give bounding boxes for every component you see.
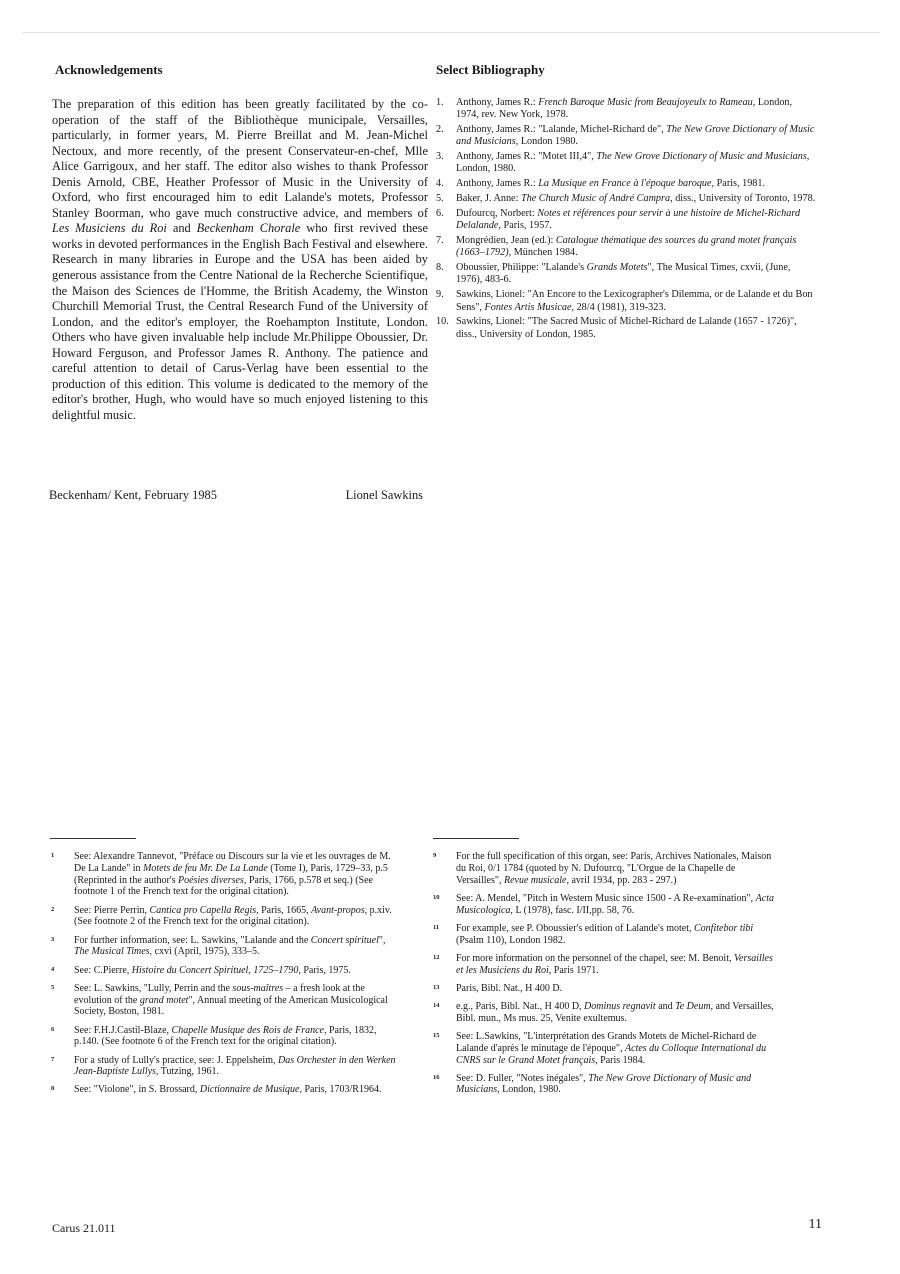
- footnote-text: London, 1980.: [499, 1084, 561, 1096]
- acknowledgements-heading: Acknowledgements: [55, 62, 163, 77]
- footnote-text: p.xiv. (See footnote 2 of the French text for the original citation).: [74, 904, 392, 928]
- item-text: Sawkins, Lionel: "The Sacred Music of Michel-Richard de Lalande (1657 - 1726)", diss., University of London, 1985.: [456, 316, 797, 340]
- footnote: [433, 983, 778, 995]
- footnote-title: Motets de feu Mr. De La Lande: [143, 862, 268, 874]
- footnote: [51, 1025, 396, 1049]
- footnote: [51, 1055, 396, 1079]
- bibliography-item: [436, 97, 816, 121]
- footnote: [51, 983, 396, 1018]
- bibliography-list: [436, 97, 816, 344]
- item-text: Oboussier, Philippe: "Lalande's: [456, 262, 587, 274]
- footnotes-left: [51, 851, 396, 1103]
- footnote-text: – a fresh look at the evolution of the: [74, 982, 365, 1006]
- item-text: ", The Musical Times, cxvii, (June, 1976), 483-6.: [456, 262, 791, 286]
- footnote-title: sous-maîtres: [232, 982, 284, 994]
- footnote-number: 9: [433, 852, 437, 859]
- footnote-title: Das Orchester in den Werken Jean-Baptiste Lullys,: [74, 1054, 396, 1078]
- item-title: Grands Motets: [586, 262, 648, 274]
- bibliography-item: [436, 193, 816, 205]
- footnote-number: 16: [433, 1073, 440, 1081]
- item-number: 2.: [436, 124, 444, 136]
- ack-text-segment: The preparation of this edition has been greatly facilitated by the co-operation of the staff of the Bibliothèque municipale, Versailles, particularly, in former years, M. Pierre Breillat and M. Jean-Michel Nectoux, and more recently, of the present Conservateur-en-chef, Mlle Alice Garrigoux, and her staff. The editor also wishes to thank Professor Denis Arnold, CBE, Heather Professor of Music in the University of Oxford, who first encouraged him to edit Lalande's motets, Professor Stanley Boorman, who gave much constructive advice, and members of: [52, 97, 428, 220]
- footnote-title: Te Deum,: [675, 1000, 714, 1012]
- page-number: 11: [808, 1217, 822, 1232]
- footnote-title: Acta Musicologica,: [456, 892, 774, 916]
- bibliography-item: [436, 289, 816, 313]
- item-number: 8.: [436, 262, 444, 274]
- footnote-title: Histoire du Concert Spirituel, 1725–1790,: [131, 964, 301, 976]
- footnote-text: Paris, 1975.: [300, 964, 351, 976]
- item-number: 4.: [436, 178, 444, 190]
- footnote: [51, 905, 396, 929]
- footnote-number: 14: [433, 1001, 440, 1009]
- footnote-title: Dictionnaire de Musique,: [199, 1084, 302, 1096]
- item-text: London, 1980.: [456, 163, 516, 175]
- acknowledgements-text: [52, 97, 428, 423]
- footnote-text: For the full specification of this organ, see: Paris, Archives Nationales, Maison du Roi, 0/1 1784 (quoted by N. Dufourcq, "L'Orgue de la Chapelle de Versailles",: [456, 851, 772, 886]
- item-number: 1.: [436, 97, 444, 108]
- bibliography-item: [436, 208, 816, 232]
- item-text: Dufourcq, Norbert:: [456, 208, 538, 220]
- footnotes-right: [433, 851, 778, 1103]
- item-text: Baker, J. Anne:: [456, 193, 521, 205]
- bibliography-item: [436, 151, 816, 175]
- bibliography-item: [436, 124, 816, 148]
- footnote-text: and Versailles, Bibl. mun., Ms mus. 25, Venite exultemus.: [456, 1000, 774, 1024]
- footnote-text: avril 1934, pp. 283 - 297.): [568, 874, 677, 886]
- item-title: The New Grove Dictionary of Music and Musicians,: [456, 124, 815, 148]
- footnote-text: ", Annual meeting of the American Musicological Society, Boston, 1981.: [74, 994, 388, 1018]
- item-text: London 1980.: [518, 136, 578, 148]
- footnote-text: See: Pierre Perrin,: [74, 904, 150, 916]
- bibliography-item: [436, 235, 816, 259]
- footnote-title: Dominus regnavit: [584, 1000, 656, 1012]
- item-title: The Church Music of André Campra,: [520, 193, 673, 205]
- item-text: Anthony, James R.: "Lalande, Michel-Richard de",: [456, 124, 667, 136]
- ack-text-italic: Beckenham Chorale: [196, 221, 301, 236]
- item-text: Mongrédien, Jean (ed.):: [456, 235, 556, 247]
- item-text: Anthony, James R.:: [456, 97, 539, 108]
- footnote-text: Tutzing, 1961.: [158, 1066, 220, 1078]
- footnote: [433, 1073, 778, 1097]
- ack-text-segment: who first revived these works in devoted performances in the English Bach Festival and elsewhere. Research in many libraries in Europe and the USA has been aided by generous assistance from the Centre National de la Recherche Scientifique, the Maison des Sciences de l'Homme, the British Academy, the Winston Churchill Memorial Trust, the Central Research Fund of the University of London, and the editor's employer, the Roehampton Institute, London. Others who have given invaluable help include Mr.Philippe Oboussier, Dr. Howard Ferguson, and Professor James R. Anthony. The patience and careful attention to detail of Carus-Verlag have been essential to the production of this edition. This volume is dedicated to the memory of the editor's brother, Hugh, who would have so much enjoyed listening to this delightful music.: [52, 221, 428, 422]
- item-number: 9.: [436, 289, 444, 301]
- footnote-text: See: "Violone", in S. Brossard,: [74, 1084, 200, 1096]
- item-text: Anthony, James R.:: [456, 178, 539, 190]
- footnote: [433, 893, 778, 917]
- footnote-number: 13: [433, 983, 440, 991]
- item-number: 10.: [436, 316, 449, 328]
- footnote-title: Cantica pro Capella Regis,: [149, 904, 259, 916]
- footnote-text: For further information, see: L. Sawkins, "Lalande and the: [74, 934, 311, 946]
- footnote: [433, 953, 778, 977]
- item-text: Paris, 1981.: [714, 178, 766, 190]
- footnote: [51, 935, 396, 959]
- footnote: [51, 965, 396, 977]
- footnote-title: grand motet: [139, 994, 189, 1006]
- footnote-text: L (1978), fasc. I/II,pp. 58, 76.: [512, 904, 635, 916]
- item-title: Notes et références pour servir à une histoire de Michel-Richard Delalande,: [456, 208, 801, 232]
- footnote-title: Concert spirituel: [310, 934, 379, 946]
- footnote-text: cxvi (April, 1975), 333–5.: [152, 946, 260, 958]
- footnote-text: and: [655, 1000, 676, 1012]
- footnote-text: Paris, 1832, p.140. (See footnote 6 of the French text for the original citation).: [74, 1024, 377, 1048]
- item-number: 3.: [436, 151, 444, 163]
- footnote-number: 3: [51, 935, 55, 943]
- footnote-text: See: C.Pierre,: [74, 964, 132, 976]
- item-text: Sawkins, Lionel: "An Encore to the Lexicographer's Dilemma, or de Lalande et du Bon Sens",: [456, 289, 813, 313]
- footnote-divider: [50, 838, 136, 839]
- footnote-title: The New Grove Dictionary of Music and Musicians,: [456, 1072, 752, 1096]
- place-date: Beckenham/ Kent, February 1985: [49, 488, 217, 502]
- footnote-title: Avant-propos,: [311, 904, 368, 916]
- footnote: [433, 1031, 778, 1066]
- footnote: [433, 923, 778, 947]
- footnote-text: See: Alexandre Tannevot, "Préface ou Discours sur la vie et les ouvrages de M. De La Lande" in: [74, 851, 391, 874]
- footnote-text: (Tome I), Paris, 1729–33, p.5 (Reprinted in the author's: [74, 862, 388, 886]
- footnote-number: 2: [51, 905, 55, 913]
- footnote-number: 8: [51, 1085, 55, 1093]
- item-text: Paris, 1957.: [500, 220, 552, 232]
- footnote-text: e.g., Paris, Bibl. Nat., H 400 D,: [456, 1000, 585, 1012]
- footnote-title: Revue musicale,: [503, 874, 569, 886]
- item-text: 28/4 (1981), 319-323.: [574, 301, 666, 313]
- bibliography-heading: Select Bibliography: [436, 62, 545, 77]
- footnote-text: ",: [378, 934, 386, 946]
- item-number: 6.: [436, 208, 444, 220]
- item-text: Anthony, James R.: "Motet III,4",: [456, 151, 597, 163]
- footnote-title: Chapelle Musique des Rois de France,: [171, 1024, 327, 1036]
- footnote-number: 7: [51, 1055, 55, 1063]
- footnote-text: See: L.Sawkins, "L'interprétation des Grands Motets de Michel-Richard de Lalande d'après le minutage de l'époque",: [456, 1030, 757, 1054]
- footnote: [433, 851, 778, 886]
- footnote-title: The Musical Times,: [74, 946, 153, 958]
- item-title: Catalogue thématique des sources du grand motet français (1663–1792),: [456, 235, 797, 259]
- item-text: München 1984.: [511, 247, 578, 259]
- bibliography-item: [436, 178, 816, 190]
- item-text: London, 1974, rev. New York, 1978.: [456, 97, 793, 121]
- item-title: The New Grove Dictionary of Music and Musicians,: [596, 151, 810, 163]
- footnote-title: Versailles et les Musiciens du Roi,: [456, 952, 773, 976]
- footnote-number: 11: [433, 923, 440, 931]
- footnote-text: See: L. Sawkins, "Lully, Perrin and the: [74, 982, 233, 994]
- author-name: Lionel Sawkins: [345, 488, 423, 502]
- footnote-title: Poésies diverses,: [178, 874, 247, 886]
- ack-text-segment: and: [166, 221, 197, 236]
- footnote-text: Paris, 1665,: [258, 904, 312, 916]
- footnote-divider: [433, 838, 519, 839]
- footnote: [51, 851, 396, 898]
- footnote-text: For example, see P. Oboussier's edition of Lalande's motet,: [456, 922, 695, 934]
- item-text: diss., University of Toronto, 1978.: [672, 193, 816, 205]
- footnote-number: 5: [51, 983, 55, 991]
- bibliography-item: [436, 262, 816, 286]
- footnote-number: 4: [51, 965, 55, 973]
- footnote-text: See: D. Fuller, "Notes inégales",: [456, 1072, 589, 1084]
- footnote-title: Actes du Colloque International du CNRS sur le Grand Motet français,: [456, 1042, 767, 1066]
- catalog-number: Carus 21.011: [52, 1221, 116, 1235]
- footnote-text: For more information on the personnel of the chapel, see: M. Benoit,: [456, 952, 734, 964]
- footnote-text: Paris 1984.: [597, 1054, 646, 1066]
- footnote-text: See: F.H.J.Castil-Blaze,: [74, 1024, 172, 1036]
- footnote-text: See: A. Mendel, "Pitch in Western Music since 1500 - A Re-examination",: [456, 892, 756, 904]
- item-title: La Musique en France à l'époque baroque,: [538, 178, 715, 190]
- page: [22, 32, 880, 1265]
- footnote-number: 6: [51, 1025, 55, 1033]
- footnote-text: Paris 1971.: [551, 964, 599, 976]
- ack-text-italic: Les Musiciens du Roi: [52, 221, 167, 236]
- item-number: 7.: [436, 235, 444, 247]
- footnote-text: Paris, Bibl. Nat., H 400 D.: [456, 982, 563, 994]
- footnote-number: 10: [433, 893, 440, 901]
- footnote-title: Confitebor tibi: [694, 922, 754, 934]
- footnote-number: 1: [51, 852, 55, 859]
- item-number: 5.: [436, 193, 444, 205]
- footnote: [51, 1084, 396, 1096]
- footnote: [433, 1001, 778, 1025]
- footnote-text: Paris, 1766, p.578 et seq.) (See footnote 1 of the French text for the original citation).: [74, 874, 373, 898]
- item-title: Fontes Artis Musicae,: [484, 301, 575, 313]
- footnote-text: For a study of Lully's practice, see: J. Eppelsheim,: [74, 1054, 278, 1066]
- footnote-number: 15: [433, 1031, 440, 1039]
- footnote-text: (Psalm 110), London 1982.: [456, 934, 566, 946]
- footnote-number: 12: [433, 953, 440, 961]
- item-title: French Baroque Music from Beaujoyeulx to Rameau,: [538, 97, 756, 108]
- bibliography-item: [436, 316, 816, 340]
- footnote-text: Paris, 1703/R1964.: [302, 1084, 382, 1096]
